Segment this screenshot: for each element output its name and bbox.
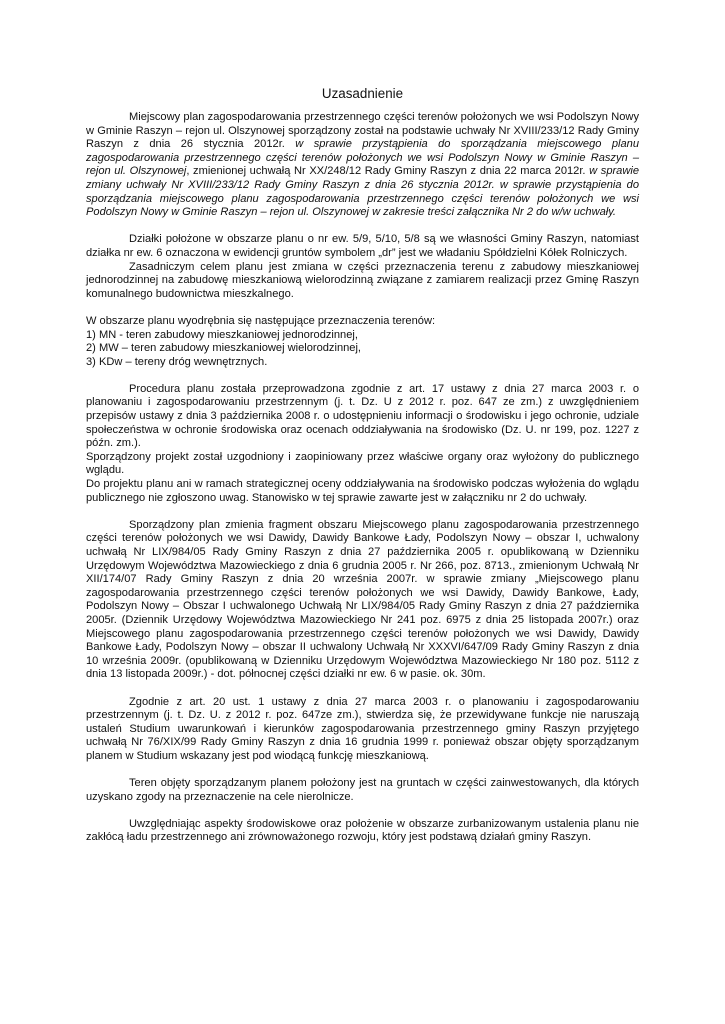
list-item: 1) MN - teren zabudowy mieszkaniowej jednorodzinnej, (86, 328, 358, 341)
paragraph-study-compliance: Zgodnie z art. 20 ust. 1 ustawy z dnia 27 marca 2003 r. o planowaniu i zagospodarowaniu przestrzennym (j. t. Dz. U. z 2012 r. poz. 647ze zm.), stwierdza się, że przewidywane funkcje nie naruszają ustaleń Studium uwarunkowań i kierunków zagospodarowania przestrzennego gminy Raszyn przyjętego uchwałą Nr 76/XIX/99 Rady Gminy Raszyn z dnia 16 grudnia 1999 r. ponieważ obszar objęty sporządzanym planem w Studium wskazany jest pod wiodącą funkcję mieszkaniową. (86, 695, 639, 762)
paragraph-agreement: Sporządzony projekt został uzgodniony i zaopiniowany przez właściwe organy oraz wyłożony do publicznego wglądu. (86, 450, 639, 477)
land-use-list (86, 329, 639, 370)
page-title: Uzasadnienie (321, 86, 404, 101)
paragraph-environment: Uwzględniając aspekty środowiskowe oraz położenie w obszarze zurbanizowanym ustalenia planu nie zakłócą ładu przestrzennego ani zrównoważonego rozwoju, który jest podstawą działań gminy Raszyn. (86, 817, 639, 844)
paragraph-procedure: Procedura planu została przeprowadzona zgodnie z art. 17 ustawy z dnia 27 marca 2003 r. o planowaniu i zagospodarowaniu przestrzennym (j. t. Dz. U z 2012 r. poz. 647 ze zm.) z uwzględnieniem przepisów ustawy z dnia 3 października 2008 r. o udostępnieniu informacji o środowisku i jego ochronie, udziale społeczeństwa w ochronie środowiska oraz ocenach oddziaływania na środowisko (Dz. U. nr 199, poz. 1227 z późn. zm.). (86, 382, 639, 450)
paragraph-land-status: Teren objęty sporządzanym planem położony jest na gruntach w części zainwestowanych, dla których uzyskano zgody na przeznaczenie na cele nierolnicze. (86, 777, 639, 803)
list-intro: W obszarze planu wyodrębnia się następujące przeznaczenia terenów: (86, 314, 436, 327)
paragraph-goal: Zasadniczym celem planu jest zmiana w części przeznaczenia terenu z zabudowy mieszkaniowej jednorodzinnej na zabudowę mieszkaniową wielorodzinną związane z zamiarem realizacji przez Gminę Raszyn komunalnego budownictwa mieszkalnego. (86, 260, 639, 300)
legal-basis-text: Miejscowy plan zagospodarowania przestrzennego części terenów położonych we wsi Podolszyn Nowy w Gminie Raszyn – rejon ul. Olszynowej sporządzony został na podstawie uchwały Nr XVIII/233/12 Rady Gminy Raszyn z dnia 26 stycznia 2012r. (86, 111, 639, 151)
list-item: 2) MW – teren zabudowy mieszkaniowej wielorodzinnej, (86, 342, 361, 355)
paragraph-plots: Działki położone w obszarze planu o nr ew. 5/9, 5/10, 5/8 są we własności Gminy Raszyn, natomiast działka nr ew. 6 oznaczona w ewidencji gruntów symbolem „dr” jest we władaniu Spółdzielni Kółek Rolniczych. (86, 233, 639, 259)
paragraph-remarks: Do projektu planu ani w ramach strategicznej oceny oddziaływania na środowisko podczas wyłożenia do wglądu publicznego nie zgłoszono uwag. Stanowisko w tej sprawie zawarte jest w załączniku nr 2 do uchwały. (86, 478, 639, 504)
paragraph-plan-changes: Sporządzony plan zmienia fragment obszaru Miejscowego planu zagospodarowania przestrzennego części terenów położonych we wsi Dawidy, Dawidy Bankowe Łady, Podolszyn Nowy – obszar I, uchwalony uchwałą Nr LIX/984/05 Rady Gminy Raszyn z dnia 27 października 2005 r. opublikowaną w Dzienniku Urzędowym Województwa Mazowieckiego z dnia 6 grudnia 2005 r. Nr 266, poz. 8713., zmienionym Uchwałą Nr XII/174/07 Rady Gminy Raszyn z dnia 20 września 2007r. w sprawie zmiany „Miejscowego planu zagospodarowania przestrzennego części terenów położonych we wsi Dawidy, Dawidy Bankowe, Łady, Podolszyn Nowy – Obszar I uchwalonego Uchwałą Nr LIX/984/05 Rady Gminy Raszyn z dnia 27 października 2005r. (Dziennik Urzędowy Województwa Mazowieckiego Nr 241 poz. 6975 z dnia 25 listopada 2007r.) oraz Miejscowego planu zagospodarowania przestrzennego części terenów położonych we wsi Dawidy, Dawidy Bankowe Łady, Podolszyn Nowy – obszar II uchwalony Uchwałą Nr XXXVI/647/09 Rady Gminy Raszyn z dnia 10 września 2009r. (opublikowaną w Dzienniku Urzędowym Województwa Mazowieckiego Nr 180 poz. 5112 z dnia 13 listopada 2009r.) - dot. północnej części działki nr ew. 6 w pasie. ok. 30m. (86, 518, 639, 681)
legal-basis-italic-2: w sprawie zmiany uchwały Nr XVIII/233/12 Rady Gminy Raszyn z dnia 26 stycznia 2012r. w sprawie przystąpienia do sporządzania miejscowego planu zagospodarowania przestrzennego części terenów położonych we wsi Podolszyn Nowy w Gminie Raszyn – rejon ul. Olszynowej w zakresie treści załącznika Nr 2 do w/w uchwały. (86, 165, 639, 219)
paragraph-legal-basis (86, 111, 639, 220)
list-item: 3) KDw – tereny dróg wewnętrznych. (86, 355, 268, 368)
legal-basis-italic-1: w sprawie przystąpienia do sporządzania miejscowego planu zagospodarowania przestrzennego części terenów położonych we wsi Podolszyn Nowy w Gminie Raszyn – rejon ul. Olszynowej (86, 138, 639, 178)
legal-basis-text-2: , zmienionej uchwałą Nr XX/248/12 Rady Gminy Raszyn z dnia 22 marca 2012r. (186, 165, 590, 178)
